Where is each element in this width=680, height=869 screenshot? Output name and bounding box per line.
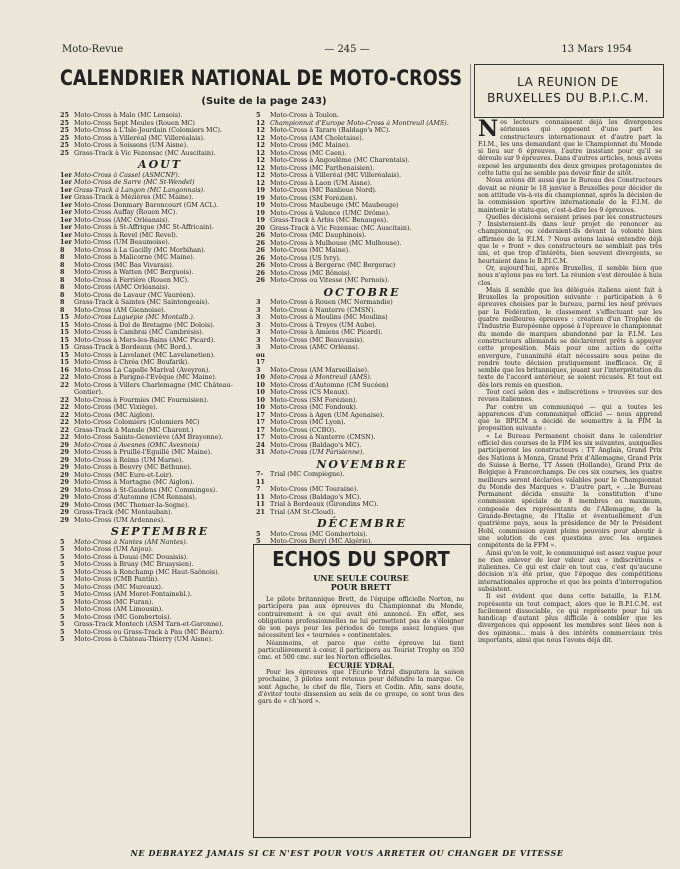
- entry-date: 15: [60, 320, 69, 329]
- entry-date: 5: [60, 635, 65, 643]
- entry-date: 31: [256, 448, 265, 456]
- entry-date: 22: [60, 418, 69, 426]
- entry-event: Moto-Cross La Capelle Marival (Aveyron).: [74, 365, 211, 374]
- entry-date: 29: [60, 448, 69, 456]
- entry-date: 10: [256, 388, 265, 396]
- bruxelles-paragraph: Tout ceci selon des « indiscrétions » trouvées sur des revues italiennes.: [478, 388, 662, 404]
- calendar-entry: [256, 509, 468, 517]
- entry-event: Moto-Cross à Douai (MC Douaisis).: [74, 552, 189, 561]
- entry-date: 1er: [60, 185, 72, 194]
- entry-event: Moto-Cross (Baldago's MC).: [270, 440, 362, 449]
- entry-date: 22: [60, 433, 69, 441]
- entry-event: Moto-Cross (US Ivry).: [270, 253, 341, 262]
- entry-date: 24: [256, 440, 265, 449]
- entry-date: 5: [60, 560, 65, 568]
- entry-date: 8: [60, 260, 65, 269]
- entry-date: 12: [256, 141, 265, 149]
- entry-date: 29: [60, 508, 69, 516]
- entry-event: Moto-Cross (UM Beaumoise).: [74, 238, 170, 246]
- entry-event: Moto-Cross (MC Maine).: [270, 246, 351, 254]
- entry-event: Moto-Cross à Beuvry (MC Béthune).: [74, 463, 192, 471]
- entry-date: 3: [256, 320, 261, 329]
- entry-event: Moto-Cross à Tarare (Baldago's MC).: [270, 126, 391, 134]
- entry-date: 25: [60, 148, 69, 157]
- page-header: [62, 44, 632, 58]
- entry-event: Grass-Track à Arbis (MC Benauges).: [270, 216, 389, 224]
- entry-date: 26: [256, 268, 265, 277]
- entry-date: 22: [60, 410, 69, 419]
- entry-date: 1er: [60, 230, 72, 239]
- entry-event: Moto-Cross d'Automne (CM Sucéen): [270, 380, 389, 389]
- entry-date: 26: [256, 261, 265, 269]
- entry-date: 29: [60, 515, 69, 524]
- entry-event: Moto-Cross à Malo (MC Lensois).: [74, 111, 183, 119]
- entry-event: Moto-Cross (MC Fondouk).: [270, 403, 358, 411]
- entry-event: Moto-Cross à Pruillé-l'Eguillé (MC Maine).: [74, 448, 213, 456]
- entry-date: 29: [60, 485, 69, 494]
- entry-event: Moto-Cross à Lavelanet (MC Lavelanetien).: [74, 350, 216, 359]
- entry-date: 29: [60, 440, 69, 449]
- entry-date: 8: [60, 275, 65, 284]
- entry-event: Moto-Cross (MC Gombertois).: [270, 529, 368, 538]
- entry-event: Moto-Cross à Mers-les-Bains (AMC Picard).: [74, 335, 216, 344]
- entry-date: 17: [256, 410, 265, 419]
- entry-date: 1er: [60, 200, 72, 209]
- entry-date: 1er: [60, 215, 72, 224]
- entry-event: Moto-Cross (AM Giennoise).: [74, 305, 166, 314]
- entry-event: Moto-Cross (AMC Orléans).: [270, 343, 360, 351]
- entry-event: Moto-Cross à Chréa (MC Boufarik).: [74, 358, 190, 366]
- entry-date: 22: [60, 425, 69, 434]
- entry-date: 8: [60, 253, 65, 261]
- entry-event: Moto-Cross à St-Affrique (MC St-Affricain).: [74, 223, 214, 231]
- entry-event: Moto-Cross à Fourmies (MC Fourmisien).: [74, 395, 209, 404]
- bruxelles-paragraph: Il est évident que dans cette bataille, la F.I.M. représente un tout compact, alors que le B.P.I.C.M. est facilement dissociable, ce qui représente pour lui un handicap d'autant plus difficile à combler que les divergences qui opposent les membres sont liées non à des opinions... mais à des intérêts commerciaux très importants, ainsi que nous l'avons déjà dit.: [478, 593, 662, 645]
- entry-event: Moto-Cross (MC Maine).: [270, 141, 351, 149]
- entry-date: 8: [60, 283, 65, 291]
- header-magazine-name: Moto-Revue: [62, 44, 124, 55]
- entry-date: 26: [256, 276, 265, 284]
- bruxelles-paragraph: Or, aujourd'hui, après Bruxelles, il semble bien que nous n'ayions pas eu tort. La réunion s'est déroulée à huis clos.: [478, 264, 662, 287]
- entry-date: 5: [60, 552, 65, 561]
- entry-date: 8: [60, 298, 65, 306]
- entry-date: 7: [256, 485, 261, 493]
- entry-date: 8: [60, 268, 65, 276]
- calendar-entry: [256, 471, 468, 486]
- entry-event: Moto-Cross à Troyes (UM Aube).: [270, 320, 377, 329]
- entry-event: Moto-Cross Laguépie (MC Montalb.).: [74, 313, 195, 321]
- entry-event: Moto-Cross à Rouen (MC Normandie): [270, 298, 393, 306]
- entry-date: 8: [60, 245, 65, 254]
- entry-date: 22: [60, 380, 69, 389]
- entry-date: 5: [60, 545, 65, 553]
- entry-event: Moto-Cross (MC Caen).: [270, 148, 347, 157]
- entry-date: 11: [256, 500, 265, 508]
- entry-event: Moto-Cross à Nanterre (CMSN).: [270, 433, 376, 441]
- entry-event: Moto-Cross (MC Bas Vivarais).: [74, 260, 174, 269]
- entry-event: Moto-Cross à Mortagne (MC Aiglon).: [74, 478, 195, 486]
- entry-date: 12: [256, 126, 265, 134]
- entry-date: 12: [256, 148, 265, 157]
- entry-event: Moto-Cross d'Automne (CM Rennais).: [74, 493, 197, 501]
- entry-event: Moto-Cross à Mulhouse (MC Mulhouse).: [270, 238, 402, 247]
- entry-event: Moto-Cross (MC Parthenaisien).: [270, 163, 375, 172]
- entry-event: Moto-Cross à Villeréal (MC Villeréalais).: [74, 133, 206, 142]
- calendar-entry: [60, 636, 260, 644]
- calendar-entry: [60, 382, 260, 397]
- entry-event: Moto-Cross (UM Anjou).: [74, 545, 154, 553]
- entry-event: Moto-Cross à Bruay (MC Bruaysien).: [74, 560, 194, 568]
- entry-event: Moto-Cross à Cassel (ASMCNF).: [74, 170, 180, 179]
- entry-date: 5: [60, 575, 65, 583]
- bruxelles-paragraph: os lecteurs connaissent déjà les divergences sérieuses qui opposent d'une part les constructeurs internationaux et d'autre part la F.I.M., les uns demandant que le Championnat du Monde si lieu sur 6 épreuves, l'autre insistant pour qu'il se déroule sur 9 épreuves. Dans d'autres articles, nous avons exposé les arguments des deux groupes protagonistes de cette lutte qui ne semble pas devoir finir de sitôt.: [478, 119, 662, 178]
- entry-date: 5: [60, 582, 65, 591]
- entry-date: 15: [60, 335, 69, 344]
- entry-event: Moto-Cross (UM Parisienne).: [270, 448, 365, 456]
- entry-event: Moto-Cross Beryl (MC Algérie).: [270, 537, 373, 545]
- entry-event: Moto-Cross (MC Lyon).: [270, 418, 346, 426]
- entry-date: 21: [256, 507, 265, 516]
- entry-date: 15: [60, 313, 69, 321]
- entry-date: 20: [256, 223, 265, 232]
- entry-event: Grass-Track Montech (ASM Tarn-et-Garonne).: [74, 620, 224, 628]
- entry-event: Moto-Cross (MC Vixiège).: [74, 403, 158, 411]
- entry-event: Moto-Cross (MC Dauphinois).: [270, 231, 367, 239]
- entry-date: 15: [60, 358, 69, 366]
- bruxelles-paragraph: Mais il semble que les délégués italiens aient fait à Bruxelles la proposition suivante : participation à 6 épreuves choisies par le bureau, parmi les neuf prévues par la Fédération, le classement s'effectuant sur les quatre meilleures épreuves : création d'un Trophée de l'Industrie Européenne opposé à l'épreuve le championnat du monde de marques abandonné par la F.I.M. Les constructeurs allemands se déclarèrent prêts à appuyer cette proposition. Mais pour une action de cette envergure, l'unanimité était nécessaire sous peine de rendre toute décision pratiquement inefficace. Or, il semble que les britanniques, jouant sur l'interprétation du texte de l'accord antérieur, se soient récusés. Et tout est dès lors remis en question.: [478, 286, 662, 389]
- entry-event: Moto-Cross (MC Mureaux).: [74, 582, 163, 591]
- entry-event: Moto-Cross à Parigné-l'Evêque (MC Maine).: [74, 373, 217, 381]
- month-heading: AOUT: [138, 158, 182, 171]
- bruxelles-title-line1: LA REUNION DE: [517, 75, 619, 89]
- entry-event: Moto-Cross de Sarre (MC St-Wendel): [74, 178, 195, 186]
- entry-date: 5: [256, 537, 261, 545]
- entry-date: 22: [60, 395, 69, 404]
- entry-date: 16: [60, 365, 69, 374]
- entry-date: 29: [60, 493, 69, 501]
- echos-sub2: POUR BRETT: [330, 582, 392, 592]
- entry-date: 29: [60, 463, 69, 471]
- calendar-title: CALENDRIER NATIONAL DE MOTO-CROSS: [60, 66, 463, 90]
- entry-event: Moto-Cross à Cambrai (MC Cambrésis).: [74, 328, 204, 336]
- entry-date: 29: [60, 455, 69, 464]
- entry-event: Moto-Cross (MC Thomer-la-Sogne).: [74, 500, 190, 509]
- echos-paragraph: Néanmoins, et parce que cette épreuve lui tient particulièrement à cœur, il participera au Tourist Trophy en 350 cmc. et 500 cmc. sur les Norton officielles.: [258, 639, 464, 662]
- entry-date: 3: [256, 365, 261, 374]
- entry-date: 12: [256, 133, 265, 142]
- entry-event: Moto-Cross à Amiens (MC Picard).: [270, 328, 383, 336]
- entry-date: 26: [256, 238, 265, 247]
- entry-date: 22: [60, 403, 69, 411]
- entry-event: Moto-Cross Maubeuge (MC Maubeuge): [270, 201, 399, 209]
- entry-date: 3: [256, 328, 261, 336]
- entry-event: Moto-Cross (AM Choletaise).: [270, 133, 364, 142]
- entry-date: 19: [256, 216, 265, 224]
- bruxelles-paragraph: « Le Bureau Permanent choisit dans le calendrier officiel des courses de la FIM les six suivantes, auxquelles participeront les constructeurs : TT Anglais, Grand Prix des Nations à Monza, Grand Prix d'Allemagne, Grand Prix de Suisse à Berne, TT Assen (Hollande), Grand Prix de Belgique à Francorchamps. De ces six courses, les quatre meilleurs seront déclarées valables pour le Championnat du Monde des Marques ». D'autre part, « ...le Bureau Permanent décida ensuite la constitution d'une commission spéciale de 8 membres au maximum, composée des représentants de l'Allemagne, de la Grande-Bretagne, de l'Italie et éventuellement d'un quatrième pays, sous la présidence de Mr le Président Hobl, commission ayant pleins pouvoirs pour aboutir à une solution de ces questions avec les organes compétents de la FFM ».: [478, 432, 662, 550]
- entry-event: Moto-Cross (MC Beauvaisis).: [270, 335, 365, 344]
- entry-event: Moto-Cross (MC Bônois).: [270, 268, 352, 277]
- entry-date: 5: [256, 529, 261, 538]
- entry-date: 26: [256, 253, 265, 262]
- entry-date: 17: [256, 425, 265, 434]
- entry-date: 3: [256, 335, 261, 344]
- entry-event: Moto-Cross à Bergerac (MC Bergerac): [270, 261, 396, 269]
- entry-date: 12: [256, 171, 265, 179]
- entry-event: Moto-Cross (AM Marseillaise).: [270, 365, 370, 374]
- entry-event: Moto-Cross à Montreuil (AMS).: [270, 373, 372, 381]
- entry-event: Moto-Cross à Moulins (MC Moulins): [270, 313, 388, 321]
- entry-event: Grass-Track à Bordeaux (MC Bord.).: [74, 343, 193, 351]
- entry-date: 5: [60, 627, 65, 636]
- entry-event: Moto-Cross (MC Banlieue Nord).: [270, 186, 377, 194]
- calendar-column-middle: [256, 112, 468, 552]
- month-heading: SEPTEMBRE: [110, 525, 210, 538]
- entry-event: Moto-Cross ou Grass-Track à Pau (MC Béarn).: [74, 627, 225, 636]
- bruxelles-paragraph: Par contre un communiqué — qui a toutes les apparences d'un communiqué officiel — nous apprend que le BPICM a décidé de soumettre à la FIM la proposition suivante :: [478, 403, 662, 433]
- calendar-entry: [256, 449, 468, 457]
- entry-date: 25: [60, 126, 69, 134]
- entry-date: 12: [256, 156, 265, 164]
- entry-date: 19: [256, 193, 265, 202]
- entry-event: Trial (MC Compiègne).: [270, 470, 345, 478]
- entry-event: Moto-Cross à Angoulême (MC Charentais).: [270, 156, 410, 164]
- entry-date: 29: [60, 470, 69, 479]
- entry-event: Moto-Cross (AMC Orléanais).: [74, 215, 170, 224]
- entry-date: 3 ou 17: [256, 343, 265, 366]
- entry-date: 5: [60, 590, 65, 598]
- entry-event: Moto-Cross Sept Meules (Rouen MC): [74, 118, 195, 127]
- entry-date: 19: [256, 208, 265, 217]
- echos-paragraph: Le pilote britannique Brett, de l'équipe officielle Norton, ne participera pas aux épreuves du Championnat du Monde, contrairement à ce qui avait été annoncé. En effet, ses obligations professionnelles ne lui permettent pas de s'éloigner de son pays pour les périodes de temps assez longues que nécessitent les « tournées » continentales.: [258, 596, 464, 640]
- entry-event: Moto-Cross à Ferrière (Rouen MC).: [74, 275, 190, 284]
- entry-date: 25: [60, 141, 69, 149]
- calendar-entry: [60, 517, 260, 525]
- entry-date: 10: [256, 373, 265, 381]
- entry-event: Moto-Cross Colomiers (Colomiers MC): [74, 418, 200, 426]
- entry-date: 11: [256, 492, 265, 501]
- entry-event: Moto-Cross à St-Gaudens (MC Comminges).: [74, 485, 218, 494]
- entry-date: 1er: [60, 223, 72, 231]
- entry-event: Moto-Cross (CS Meaux).: [270, 388, 350, 396]
- bruxelles-article: [478, 119, 662, 835]
- dropcap: N: [478, 119, 499, 142]
- entry-event: Moto-Cross (AMC Orléanais).: [74, 283, 170, 291]
- entry-event: Moto-Cross (UM Ardennes).: [74, 515, 166, 524]
- entry-date: 10: [256, 380, 265, 389]
- entry-date: 5: [60, 537, 65, 546]
- entry-date: 1er: [60, 178, 72, 186]
- entry-event: Moto-Cross Auffay (Rouen MC).: [74, 208, 178, 216]
- calendar-entry: [256, 344, 468, 367]
- entry-date: 10: [256, 395, 265, 404]
- echos-sub1: UNE SEULE COURSE: [313, 573, 409, 583]
- entry-event: Moto-Cross à Watten (MC Berguois).: [74, 268, 194, 276]
- entry-event: Moto-Cross Sainte-Geneviève (AM Brayonne).: [74, 433, 224, 441]
- entry-event: Moto-Cross (SM Forézien).: [270, 395, 358, 404]
- entry-date: 19: [256, 201, 265, 209]
- echos-paragraph: Pour les épreuves que l'Ecurie Ydral disputera la saison prochaine, 3 pilotes sont retenus pour défendre la marque. Ce sont Agache, le chef de file, Tiers et Codin. Afin, sans doute, d'éviter toute dissension au sein de ce groupe, ce sont tous des gars de « ch'nord ».: [258, 668, 464, 706]
- entry-event: Moto-Cross (MC Eure-et-Loir).: [74, 470, 174, 479]
- entry-event: Moto-Cross (Baldago's MC).: [270, 492, 362, 501]
- entry-date: 5: [60, 597, 65, 606]
- entry-date: 1er: [60, 208, 72, 216]
- entry-event: Moto-Cross à Dol de Bretagne (MC Dolois).: [74, 320, 215, 329]
- footer-slogan: NE DEBRAYEZ JAMAIS SI CE N'EST POUR VOUS ARRETER OU CHANGER DE VITESSE: [130, 848, 564, 858]
- entry-event: Moto-Cross (CCBO).: [270, 425, 337, 434]
- entry-event: Moto-Cross à Nanterre (CMSN).: [270, 305, 376, 314]
- entry-date: 25: [60, 133, 69, 142]
- entry-date: 15: [60, 328, 69, 336]
- entry-event: Grass-Track (MC Montauban).: [74, 508, 173, 516]
- entry-event: Moto-Cross (AM Moret-Fontainebl.).: [74, 590, 193, 598]
- entry-event: Moto-Cross à Villers Charlemagne (MC Château-Gontier).: [74, 380, 233, 396]
- entry-event: Moto-Cross à Nantes (AM Nantes).: [74, 537, 188, 546]
- bruxelles-paragraph: Nous avions dit aussi que le Bureau des Constructeurs devait se réunir le 18 janvier à Bruxelles pour décider de son attitude vis-à-vis du championnat, après la décision de la commission sportive internationale de la F.I.M. de maintenir le statu-quo, c'est-à-dire les 9 épreuves.: [478, 177, 662, 214]
- entry-event: Grass-Track à Saintes (MC Saintongeais).: [74, 298, 210, 306]
- entry-event: Moto-Cross à Revel (MC Revel).: [74, 230, 178, 239]
- entry-event: Grass-Track à Mansle (MC Charent.): [74, 425, 194, 434]
- entry-event: Moto-Cross à L'Isle-Jourdain (Colomiers MC).: [74, 126, 222, 134]
- entry-event: Grass-Track à Mézières (MC Maine).: [74, 193, 194, 201]
- entry-date: 22: [60, 373, 69, 381]
- entry-date: 29: [60, 478, 69, 486]
- entry-event: Moto-Cross à Toulon.: [270, 111, 339, 119]
- entry-event: Moto-Cross (SM Forézien).: [270, 193, 358, 202]
- entry-event: Grass-Track à Vic Fezensac (MC Auscitain).: [74, 148, 216, 157]
- entry-event: Moto-Cross Donmary Baroncourt (GM ACL).: [74, 200, 219, 209]
- entry-event: Moto-Cross (MC Aiglon).: [74, 410, 155, 419]
- entry-event: Moto-Cross à Laon (UM Aisne).: [270, 178, 373, 187]
- bruxelles-title-line2: BRUXELLES DU B.P.I.C.M.: [487, 91, 649, 105]
- entry-date: 12: [256, 163, 265, 172]
- entry-date: 5: [60, 620, 65, 628]
- calendar-column-left: [60, 112, 260, 862]
- entry-event: Trial à Bordeaux (Girondins MC).: [270, 500, 379, 508]
- entry-date: 25: [60, 111, 69, 119]
- entry-date: 19: [256, 186, 265, 194]
- entry-event: Moto-Cross de Lavaur (MC Vauréen).: [74, 290, 196, 299]
- echos-subheading: [258, 574, 464, 592]
- entry-event: Moto-Cross (CMB Pantin).: [74, 575, 160, 583]
- calendar-entry: [60, 150, 260, 158]
- entry-date: 15: [60, 343, 69, 351]
- entry-event: Moto-Cross à Reims (UM Marne).: [74, 455, 184, 464]
- echos-heading-ydral: ECURIE YDRAL: [328, 660, 394, 670]
- entry-event: Moto-Cross (MC Gombertois).: [74, 612, 172, 621]
- entry-date: 8: [60, 305, 65, 314]
- entry-event: Moto-Cross à Château-Thierry (UM Aisne).: [74, 635, 213, 643]
- entry-date: 25: [60, 118, 69, 127]
- entry-event: Grass-Track à Langon (MC Langonnais).: [74, 185, 206, 194]
- month-heading: DÉCEMBRE: [316, 517, 408, 530]
- bruxelles-paragraph: Ainsi qu'on le voit, le communiqué est assez vague pour ne rien enlever de leur valeur aux « indiscrétions » italiennes. Ce qui est clair en tout cas, c'est qu'aucune décision n'a été prise, que l'époque des compétitions internationales approche et que les points d'interrogation subsistent.: [478, 549, 662, 593]
- entry-date: 5: [256, 111, 261, 119]
- entry-date: 29: [60, 500, 69, 509]
- header-page-number: — 245 —: [324, 44, 370, 55]
- entry-date: 12: [256, 118, 265, 127]
- entry-event: Trial (AM St-Cloud).: [270, 507, 336, 516]
- entry-date: 3: [256, 313, 261, 321]
- entry-event: Moto-Cross (MC Furan).: [74, 597, 154, 606]
- entry-date: 12: [256, 178, 265, 187]
- entry-date: 26: [256, 231, 265, 239]
- entry-event: Moto-Cross à Valence (UMC Drôme).: [270, 208, 391, 217]
- bruxelles-paragraph: Quelles décisions seraient prises par les constructeurs ? Insisteraient-ils dans leur projet de renoncer au championnat, ou céderaient-ils devant la volonté bien affirmée de la F.I.M. ? Nous avions laissé entendre déjà que le « front » des constructeurs ne semblait pas très uni, et que trop d'intérêts, bien souvent divergents, se heurtaient dans le B.P.I.C.M.: [478, 213, 662, 265]
- entry-event: Moto-Cross à Avesnes (OMC Avesnois): [74, 440, 200, 449]
- entry-date: 8: [60, 290, 65, 299]
- entry-event: Championnat d'Europe Moto-Cross à Montreuil (AMS).: [270, 118, 449, 127]
- entry-event: Moto-Cross à La Gacilly (MC Morbihan).: [74, 245, 206, 254]
- entry-date: 7-11: [256, 470, 265, 486]
- entry-event: Moto-Cross à Villeréal (MC Villeréalais).: [270, 171, 402, 179]
- entry-event: Moto-Cross à Agen (UM Agenaise).: [270, 410, 385, 419]
- entry-date: 10: [256, 403, 265, 411]
- month-heading: OCTOBRE: [323, 285, 401, 299]
- entry-date: 5: [60, 612, 65, 621]
- bruxelles-title: [474, 74, 662, 106]
- entry-date: 1er: [60, 170, 72, 179]
- entry-event: Moto-Cross à Soissons (UM Aisne).: [74, 141, 189, 149]
- entry-date: 17: [256, 418, 265, 426]
- entry-date: 1er: [60, 193, 72, 201]
- calendar-subtitle: (Suite de la page 243): [201, 96, 327, 107]
- entry-event: Moto-Cross ou Vitesse (MC Pernois).: [270, 276, 390, 284]
- entry-event: Grass-Track à Vic Fezensac (MC Auscitain).: [270, 223, 412, 232]
- calendar-entry: [256, 277, 468, 285]
- entry-date: 3: [256, 305, 261, 314]
- entry-date: 17: [256, 433, 265, 441]
- entry-date: 5: [60, 605, 65, 613]
- entry-event: Moto-Cross à Malicorne (MC Maine).: [74, 253, 195, 261]
- month-heading: NOVEMBRE: [316, 457, 408, 471]
- entry-event: Moto-Cross (AM Limousin).: [74, 605, 164, 613]
- echos-article: [258, 596, 464, 705]
- echos-title: ECHOS DU SPORT: [272, 547, 450, 571]
- entry-date: 3: [256, 298, 261, 306]
- entry-date: 1er: [60, 238, 72, 246]
- entry-event: Moto-Cross (MC Touraine).: [270, 485, 359, 493]
- header-date: 13 Mars 1954: [561, 44, 632, 55]
- entry-date: 15: [60, 350, 69, 359]
- entry-date: 26: [256, 246, 265, 254]
- entry-date: 5: [60, 567, 65, 576]
- entry-event: Moto-Cross à Ronchamp (MC Haut-Saônois).: [74, 567, 220, 576]
